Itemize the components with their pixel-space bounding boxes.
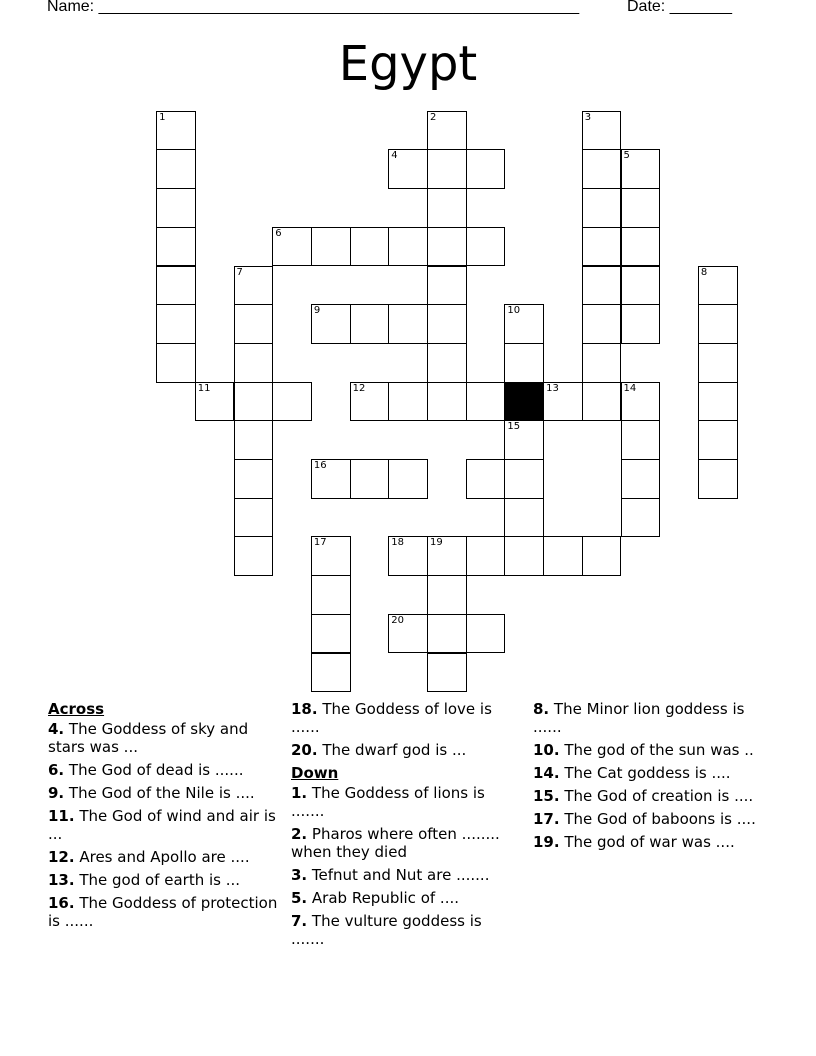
clue-number: 6. [48,761,65,779]
crossword-cell[interactable] [698,343,738,383]
crossword-cell[interactable] [350,459,390,499]
crossword-cell[interactable] [311,459,351,499]
cell-number: 8 [700,266,708,278]
crossword-cell[interactable] [621,266,661,306]
crossword-cell[interactable] [156,149,196,189]
crossword-cell[interactable] [427,188,467,228]
crossword-cell[interactable] [388,227,428,267]
clue-number: 1. [291,784,308,802]
clue-number: 12. [48,848,75,866]
crossword-cell[interactable] [156,343,196,383]
clues-column-3 [533,700,763,856]
clue-text: The God of dead is ...... [64,761,244,779]
cell-number: 7 [236,266,243,278]
crossword-cell[interactable] [427,382,467,422]
clue-text: The Goddess of lions is ....... [291,784,485,820]
clue-number: 7. [291,912,308,930]
crossword-cell[interactable] [582,304,622,344]
crossword-cell[interactable] [234,536,274,576]
cell-number: 17 [313,537,327,549]
clue-text: The Goddess of sky and stars was ... [48,720,249,756]
cell-number: 4 [391,150,398,162]
clue-item [48,848,278,866]
crossword-cell[interactable] [466,614,506,654]
clue-item [533,787,763,805]
clue-number: 2. [291,825,308,843]
crossword-cell[interactable] [311,575,351,615]
cell-number: 14 [623,382,637,394]
crossword-cell[interactable] [582,111,622,151]
clue-number: 8. [533,700,550,718]
crossword-cell[interactable] [582,266,622,306]
cell-number: 20 [391,614,405,626]
clue-number: 13. [48,871,75,889]
crossword-cell[interactable] [156,266,196,306]
clue-item [533,810,763,828]
crossword-cell[interactable] [427,149,467,189]
crossword-cell[interactable] [234,459,274,499]
clue-item [533,700,763,736]
crossword-cell[interactable] [621,227,661,267]
cell-number: 1 [159,111,166,123]
crossword-cell[interactable] [311,227,351,267]
clue-number: 16. [48,894,75,912]
crossword-cell[interactable] [427,227,467,267]
clue-number: 18. [291,700,318,718]
crossword-cell[interactable] [427,653,467,693]
crossword-cell[interactable] [621,304,661,344]
crossword-cell[interactable] [388,536,428,576]
crossword-cell[interactable] [234,420,274,460]
crossword-cell[interactable] [234,382,274,422]
crossword-cell[interactable] [698,459,738,499]
clue-heading-down: Down [291,764,339,782]
crossword-cell[interactable] [311,304,351,344]
crossword-cell[interactable] [388,304,428,344]
crossword-cell[interactable] [582,188,622,228]
crossword-cell[interactable] [698,382,738,422]
clue-item [533,764,763,782]
crossword-cell[interactable] [234,304,274,344]
clue-item [291,912,513,948]
clue-number: 3. [291,866,308,884]
crossword-cell[interactable] [466,227,506,267]
crossword-cell[interactable] [350,304,390,344]
crossword-cell[interactable] [466,149,506,189]
cell-number: 13 [546,382,559,394]
crossword-cell[interactable] [388,149,428,189]
cell-number: 12 [352,382,366,394]
crossword-cell[interactable] [350,227,390,267]
crossword-cell[interactable] [466,536,506,576]
clue-number: 5. [291,889,308,907]
clue-number: 17. [533,810,560,828]
clue-item [533,741,763,759]
crossword-cell[interactable] [698,304,738,344]
cell-number: 15 [507,421,521,433]
crossword-cell[interactable] [621,188,661,228]
crossword-cell[interactable] [272,227,312,267]
crossword-cell[interactable] [388,459,428,499]
crossword-cell[interactable] [621,420,661,460]
clue-text: The God of baboons is .... [559,810,756,828]
date-field [627,0,732,16]
clue-text: The Goddess of love is ...... [291,700,492,736]
crossword-cell[interactable] [698,420,738,460]
crossword-cell[interactable] [427,614,467,654]
crossword-cell[interactable] [234,498,274,538]
clue-text: The God of creation is .... [559,787,754,805]
crossword-cell[interactable] [582,227,622,267]
crossword-cell[interactable] [156,227,196,267]
page-title: Egypt [338,36,478,92]
crossword-cell[interactable] [582,343,622,383]
clue-item [48,871,278,889]
crossword-cell[interactable] [466,382,506,422]
crossword-cell[interactable] [195,382,235,422]
clue-item [533,833,763,851]
clue-text: The God of wind and air is ... [48,807,276,843]
crossword-cell[interactable] [543,536,583,576]
crossword-cell[interactable] [543,382,583,422]
cell-number: 5 [623,150,630,162]
crossword-cell[interactable] [582,149,622,189]
crossword-cell[interactable] [621,149,661,189]
clue-text: The Minor lion goddess is ...... [533,700,745,736]
clue-heading-across: Across [48,700,105,718]
crossword-cell[interactable] [272,382,312,422]
clue-item [291,825,513,861]
clue-text: Pharos where often ........ when they died [291,825,500,861]
crossword-cell[interactable] [350,382,390,422]
clue-text: Arab Republic of .... [307,889,459,907]
clue-text: Ares and Apollo are .... [74,848,250,866]
cell-number: 18 [391,537,405,549]
clue-number: 14. [533,764,560,782]
crossword-cell[interactable] [621,459,661,499]
crossword-cell[interactable] [504,498,544,538]
crossword-cell[interactable] [156,111,196,151]
crossword-cell[interactable] [621,382,661,422]
black-square [504,382,544,422]
cell-number: 11 [197,382,211,394]
cell-number: 6 [275,227,282,239]
clue-number: 20. [291,741,318,759]
cell-number: 19 [430,537,443,549]
crossword-cell[interactable] [504,343,544,383]
crossword-cell[interactable] [582,382,622,422]
clue-text: The god of the sun was .. [559,741,754,759]
clue-item [291,866,513,884]
date-line[interactable]: _______ [669,0,732,15]
date-label: Date: [627,0,670,15]
crossword-cell[interactable] [698,266,738,306]
clue-item [291,784,513,820]
clue-number: 15. [533,787,560,805]
cell-number: 3 [584,111,592,123]
crossword-cell[interactable] [504,536,544,576]
crossword-cell[interactable] [504,304,544,344]
clue-number: 19. [533,833,560,851]
clues-column-1 [48,700,278,935]
cell-number: 9 [313,305,321,317]
clue-number: 4. [48,720,65,738]
crossword-cell[interactable] [427,304,467,344]
crossword-cell[interactable] [388,382,428,422]
clue-text: The Cat goddess is .... [559,764,731,782]
clue-text: The god of earth is ... [74,871,241,889]
crossword-cell[interactable] [466,459,506,499]
clue-text: Tefnut and Nut are ....... [307,866,490,884]
crossword-cell[interactable] [311,536,351,576]
crossword-cell[interactable] [427,536,467,576]
crossword-cell[interactable] [156,304,196,344]
crossword-cell[interactable] [388,614,428,654]
crossword-cell[interactable] [427,575,467,615]
name-label: Name: [47,0,99,15]
clue-number: 9. [48,784,65,802]
name-line[interactable]: ______________________________________________________ [98,0,580,15]
name-field [47,0,579,16]
crossword-cell[interactable] [427,343,467,383]
crossword-cell[interactable] [621,498,661,538]
clues-column-2 [291,700,513,953]
clue-number: 10. [533,741,560,759]
crossword-cell[interactable] [234,343,274,383]
clue-item [291,889,513,907]
clue-item [48,720,278,756]
crossword-cell[interactable] [156,188,196,228]
clue-text: The God of the Nile is .... [64,784,255,802]
clue-text: The dwarf god is ... [317,741,467,759]
crossword-cell[interactable] [427,111,467,151]
crossword-cell[interactable] [311,614,351,654]
clue-item [48,784,278,802]
clue-item [291,741,513,759]
crossword-cell[interactable] [582,536,622,576]
clue-item [291,700,513,736]
clue-number: 11. [48,807,75,825]
cell-number: 16 [313,460,327,471]
crossword-cell[interactable] [504,420,544,460]
crossword-cell[interactable] [234,266,274,306]
clue-item [48,761,278,779]
crossword-cell[interactable] [504,459,544,499]
cell-number: 10 [507,305,521,317]
clue-item [48,894,278,930]
crossword-cell[interactable] [427,266,467,306]
clue-item [48,807,278,843]
clue-text: The vulture goddess is ....... [291,912,482,948]
clue-text: The Goddess of protection is ...... [48,894,278,930]
crossword-cell[interactable] [311,653,351,693]
clue-text: The god of war was .... [559,833,735,851]
cell-number: 2 [430,111,437,123]
